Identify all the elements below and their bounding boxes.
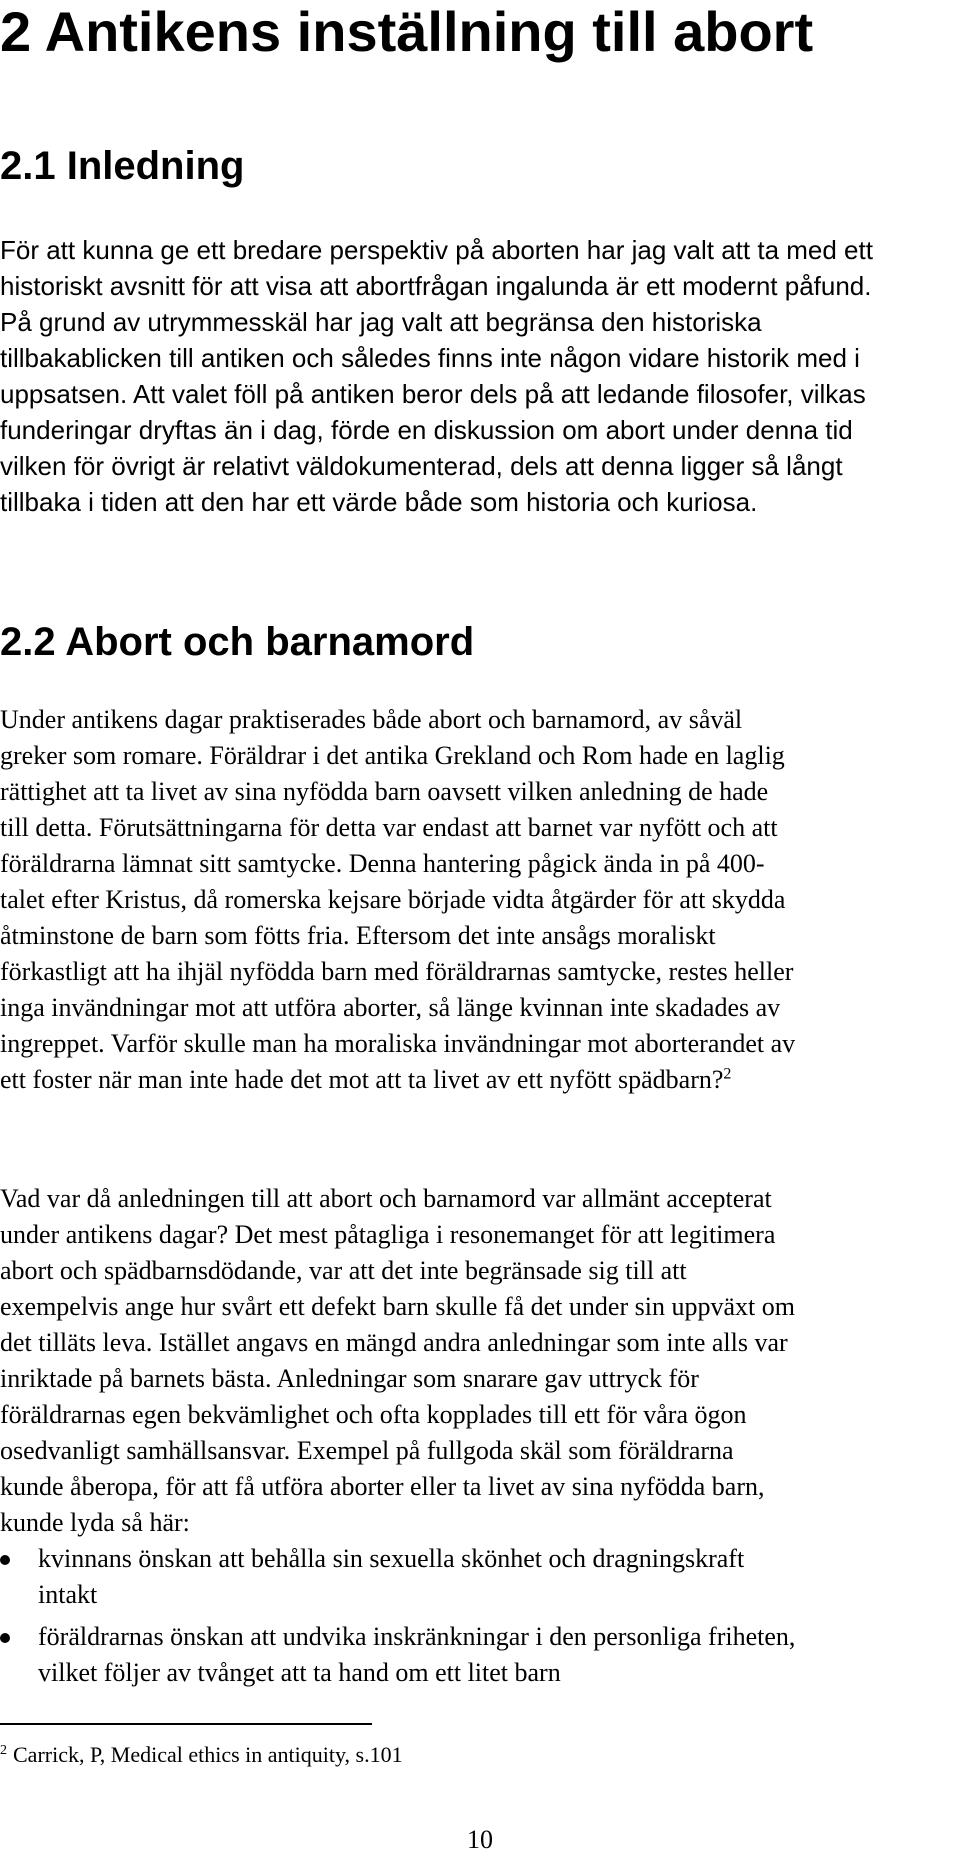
paragraph-line: kunde åberopa, för att få utföra aborter eller ta livet av sina nyfödda barn, <box>0 1472 765 1501</box>
paragraph-line: kunde lyda så här: <box>0 1508 190 1537</box>
paragraph-line: uppsatsen. Att valet föll på antiken beror dels på att ledande filosofer, vilkas <box>0 379 866 409</box>
paragraph-line: greker som romare. Föräldrar i det antika Grekland och Rom hade en laglig <box>0 741 785 770</box>
paragraph-line: inga invändningar mot att utföra aborter, så länge kvinnan inte skadades av <box>0 993 781 1022</box>
paragraph-line: talet efter Kristus, då romerska kejsare började vidta åtgärder för att skydda <box>0 885 786 914</box>
paragraph-line: funderingar dryftas än i dag, förde en diskussion om abort under denna tid <box>0 415 853 445</box>
bullet-text-line: vilket följer av tvånget att ta hand om ett litet barn <box>38 1658 561 1687</box>
paragraph-line: det tilläts leva. Istället angavs en mängd andra anledningar som inte alls var <box>0 1328 788 1357</box>
footnote-reference[interactable]: 2 <box>723 1065 732 1083</box>
paragraph-line: abort och spädbarnsdödande, var att det inte begränsade sig till att <box>0 1256 687 1285</box>
paragraph-line: åtminstone de barn som fötts fria. Eftersom det inte ansågs moraliskt <box>0 921 716 950</box>
footnote <box>0 1740 403 1770</box>
page-number: 10 <box>467 1825 493 1854</box>
bullet-list-item <box>0 1619 795 1691</box>
paragraph-line-with-footnote <box>0 1062 795 1098</box>
paragraph-abort-och-barnamord-2 <box>0 1181 795 1541</box>
footnote-divider <box>0 1723 372 1725</box>
paragraph-line: till detta. Förutsättningarna för detta var endast att barnet var nyfött och att <box>0 813 778 842</box>
footnote-number: 2 <box>0 1742 7 1758</box>
bullet-list-item <box>0 1541 795 1613</box>
paragraph-line: vilken för övrigt är relativt väldokumenterad, dels att denna ligger så långt <box>0 451 843 481</box>
bullet-text-line: intakt <box>38 1580 98 1609</box>
paragraph-line: tillbaka i tiden att den har ett värde både som historia och kuriosa. <box>0 487 758 517</box>
paragraph-line: exempelvis ange hur svårt ett defekt barn skulle få det under sin uppväxt om <box>0 1292 795 1321</box>
paragraph-line-text: ett foster när man inte hade det mot att ta livet av ett nyfött spädbarn? <box>0 1065 724 1094</box>
paragraph-line: rättighet att ta livet av sina nyfödda barn oavsett vilken anledning de hade <box>0 777 769 806</box>
bullet-icon <box>0 1633 10 1643</box>
bullet-list <box>0 1541 795 1697</box>
paragraph-line: under antikens dagar? Det mest påtagliga i resonemanget för att legitimera <box>0 1220 776 1249</box>
section-heading-inledning: 2.1 Inledning <box>0 144 245 188</box>
paragraph-line: För att kunna ge ett bredare perspektiv på aborten har jag valt att ta med ett <box>0 235 873 265</box>
paragraph-line: ingreppet. Varför skulle man ha moraliska invändningar mot aborterandet av <box>0 1029 796 1058</box>
paragraph-line: föräldrarna lämnat sitt samtycke. Denna hantering pågick ända in på 400- <box>0 849 765 878</box>
chapter-heading: 2 Antikens inställning till abort <box>0 0 814 63</box>
paragraph-abort-och-barnamord-1 <box>0 702 795 1098</box>
paragraph-line: förkastligt att ha ihjäl nyfödda barn med föräldrarnas samtycke, restes heller <box>0 957 794 986</box>
section-heading-abort-och-barnamord: 2.2 Abort och barnamord <box>0 620 475 664</box>
bullet-text-line: föräldrarnas önskan att undvika inskränkningar i den personliga friheten, <box>38 1622 796 1651</box>
paragraph-inledning <box>0 232 873 520</box>
paragraph-line: föräldrarnas egen bekvämlighet och ofta kopplades till ett för våra ögon <box>0 1400 747 1429</box>
paragraph-line: tillbakablicken till antiken och således finns inte någon vidare historik med i <box>0 343 860 373</box>
paragraph-line: På grund av utrymmesskäl har jag valt att begränsa den historiska <box>0 307 762 337</box>
paragraph-line: Under antikens dagar praktiserades både abort och barnamord, av såväl <box>0 705 743 734</box>
bullet-text-line: kvinnans önskan att behålla sin sexuella skönhet och dragningskraft <box>38 1544 745 1573</box>
footnote-text: Carrick, P, Medical ethics in antiquity, s.101 <box>13 1742 403 1767</box>
paragraph-line: osedvanligt samhällsansvar. Exempel på fullgoda skäl som föräldrarna <box>0 1436 734 1465</box>
paragraph-line: inriktade på barnets bästa. Anledningar som snarare gav uttryck för <box>0 1364 699 1393</box>
paragraph-line: Vad var då anledningen till att abort och barnamord var allmänt accepterat <box>0 1184 772 1213</box>
bullet-icon <box>0 1555 10 1565</box>
paragraph-line: historiskt avsnitt för att visa att abortfrågan ingalunda är ett modernt påfund. <box>0 271 872 301</box>
